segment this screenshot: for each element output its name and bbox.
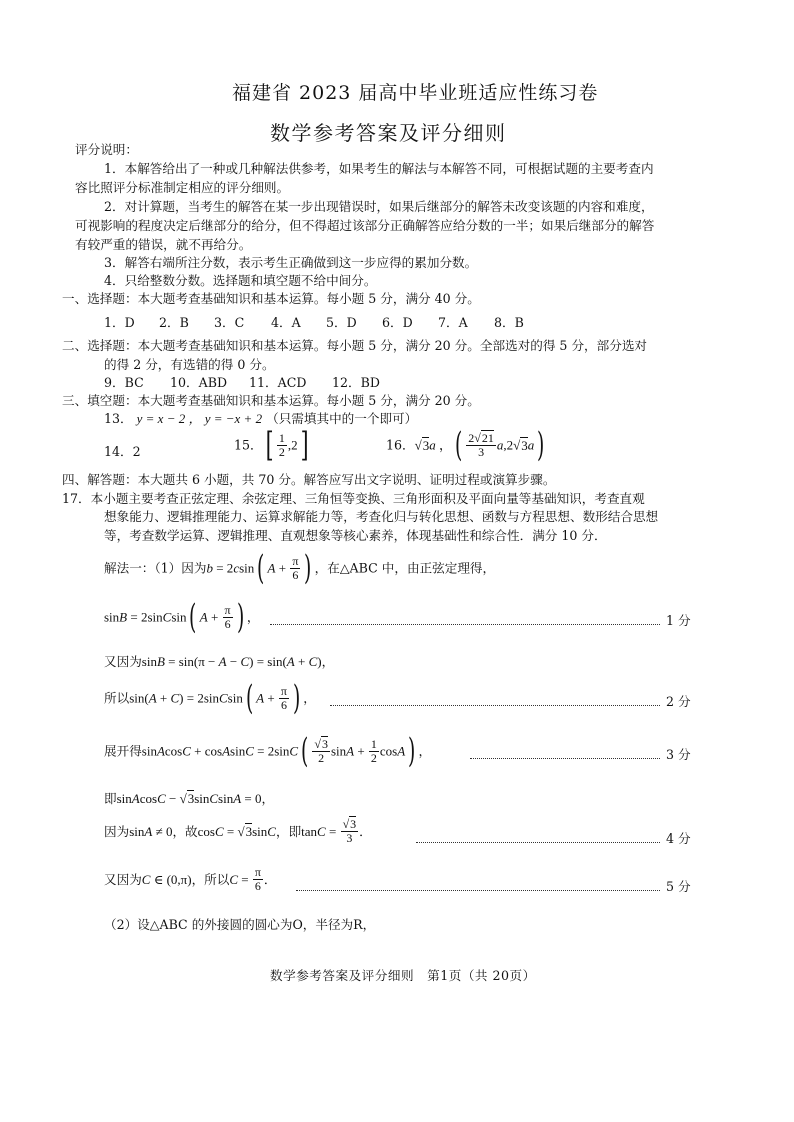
leader-dots-1 — [270, 624, 660, 625]
step-5-formula: 即sinAcosC − √3sinCsinA = 0， — [104, 791, 275, 806]
part-2-intro: （2）设△ABC 的外接圆的圆心为O，半径为R， — [104, 917, 376, 932]
answer-2: 2．B — [159, 315, 189, 330]
q17-desc-line-1: 17．本小题主要考查正弦定理、余弦定理、三角恒等变换、三角形面积及平面向量等基础知识，考查直观 — [62, 491, 645, 506]
score-5: 5 分 — [666, 879, 691, 894]
answer-13-label: 13． — [104, 411, 133, 426]
step-2-formula: 又因为sinB = sin(π − A − C) = sin(A + C)， — [104, 654, 335, 669]
q17-desc-line-3: 等，考查数学运算、逻辑推理、直观想象等核心素养，体现基础性和综合性．满分 10 分． — [104, 528, 607, 543]
note-1-line-1: 1．本解答给出了一种或几种解法供参考，如果考生的解法与本解答不同，可根据试题的主要考查内 — [104, 161, 654, 176]
q17-desc-line-2: 想象能力、逻辑推理能力、运算求解能力等，考查化归与转化思想、函数与方程思想、数形结合思想 — [104, 509, 659, 524]
note-3: 3．解答右端所注分数，表示考生正确做到这一步应得的累加分数。 — [104, 255, 478, 270]
document-title: 福建省 2023 届高中毕业班适应性练习卷 — [232, 82, 599, 104]
leader-dots-4 — [416, 842, 660, 843]
note-2-line-3: 有较严重的错误，就不再给分。 — [75, 237, 252, 252]
note-2-line-1: 2．对计算题，当考生的解答在某一步出现错误时，如果后继部分的解答未改变该题的内容和难度， — [104, 199, 654, 214]
answer-16-label: 16． — [386, 437, 415, 453]
leader-dots-2 — [330, 705, 660, 706]
answer-10: 10．ABD — [170, 375, 228, 390]
answer-16: 16．√3a ，( $\frac{2√21}{3}$ a,2√3a) — [386, 425, 545, 465]
score-4: 4 分 — [666, 831, 691, 846]
note-1-line-2: 容比照评分标准制定相应的评分细则。 — [75, 180, 290, 195]
section-3-heading: 三、填空题：本大题考查基础知识和基本运算。每小题 5 分，满分 20 分。 — [62, 393, 480, 408]
step-3-formula: 所以sin(A + C) = 2sinCsin( A + $\frac{\pi}{6}$ ) ， — [104, 678, 316, 718]
answer-9: 9．BC — [104, 375, 144, 390]
answer-13-note: （只需填其中的一个即可） — [266, 411, 418, 426]
notes-heading: 评分说明： — [75, 142, 138, 157]
document-subtitle: 数学参考答案及评分细则 — [270, 121, 507, 145]
note-4: 4．只给整数分数。选择题和填空题不给中间分。 — [104, 273, 377, 288]
section-1-heading: 一、选择题：本大题考查基础知识和基本运算。每小题 5 分，满分 40 分。 — [62, 291, 480, 306]
step-7-formula: 又因为C ∈ (0,π)，所以C = $\frac{\pi}{6}$ ． — [104, 865, 277, 893]
answer-11: 11．ACD — [249, 375, 307, 390]
fraction-2sqrt21-over-3: $\frac{2√21}{3}$ — [468, 430, 494, 459]
answer-3: 3．C — [214, 315, 245, 330]
answer-14: 14．2 — [104, 444, 141, 459]
answer-8: 8．B — [494, 315, 524, 330]
score-1: 1 分 — [666, 613, 691, 628]
answer-13-formula: y = x − 2 ， y = −x + 2 — [136, 411, 263, 426]
step-6-formula: 因为sinA ≠ 0，故cosC = √3sinC，即tanC = $\frac{√3}{3}$ ． — [104, 817, 372, 845]
fraction-one-half: $\frac{1}{2}$ — [278, 430, 285, 459]
section-4-heading: 四、解答题：本大题共 6 小题，共 70 分。解答应写出文字说明、证明过程或演算步骤。 — [62, 472, 556, 487]
page-footer: 数学参考答案及评分细则 第1页（共 20页） — [270, 968, 536, 983]
answer-12: 12．BD — [332, 375, 380, 390]
leader-dots-3 — [470, 758, 660, 759]
answer-15-label: 15． — [234, 437, 263, 453]
score-3: 3 分 — [666, 747, 691, 762]
answer-1: 1．D — [104, 315, 135, 330]
answer-4: 4．A — [271, 315, 301, 330]
answer-6: 6．D — [382, 315, 413, 330]
note-2-line-2: 可视影响的程度决定后继部分的给分，但不得超过该部分正确解答应给分数的一半；如果后继部分的解答 — [75, 218, 655, 233]
solution-intro: 解法一：（1）因为b = 2csin( A + $\frac{\pi}{6}$ ) ，在△ABC 中，由正弦定理得， — [104, 548, 496, 588]
leader-dots-5 — [296, 890, 660, 891]
answer-7: 7．A — [438, 315, 468, 330]
section-2-heading-line-2: 的得 2 分，有选错的得 0 分。 — [104, 357, 275, 372]
answer-15: 15．[ $\frac{1}{2}$ ,2] — [234, 425, 309, 465]
section-2-heading-line-1: 二、选择题：本大题考查基础知识和基本运算。每小题 5 分，满分 20 分。全部选对的得 5 分，部分选对 — [62, 338, 648, 353]
step-4-formula: 展开得sinAcosC + cosAsinC = 2sinC( $\frac{√3}{2}$ sinA + $\frac{1}{2}$ cosA) ， — [104, 731, 432, 771]
score-2: 2 分 — [666, 694, 691, 709]
answer-13 — [104, 409, 417, 428]
answer-5: 5．D — [326, 315, 357, 330]
step-1-formula: sinB = 2sinCsin( A + $\frac{\pi}{6}$ ) ， — [104, 597, 260, 637]
